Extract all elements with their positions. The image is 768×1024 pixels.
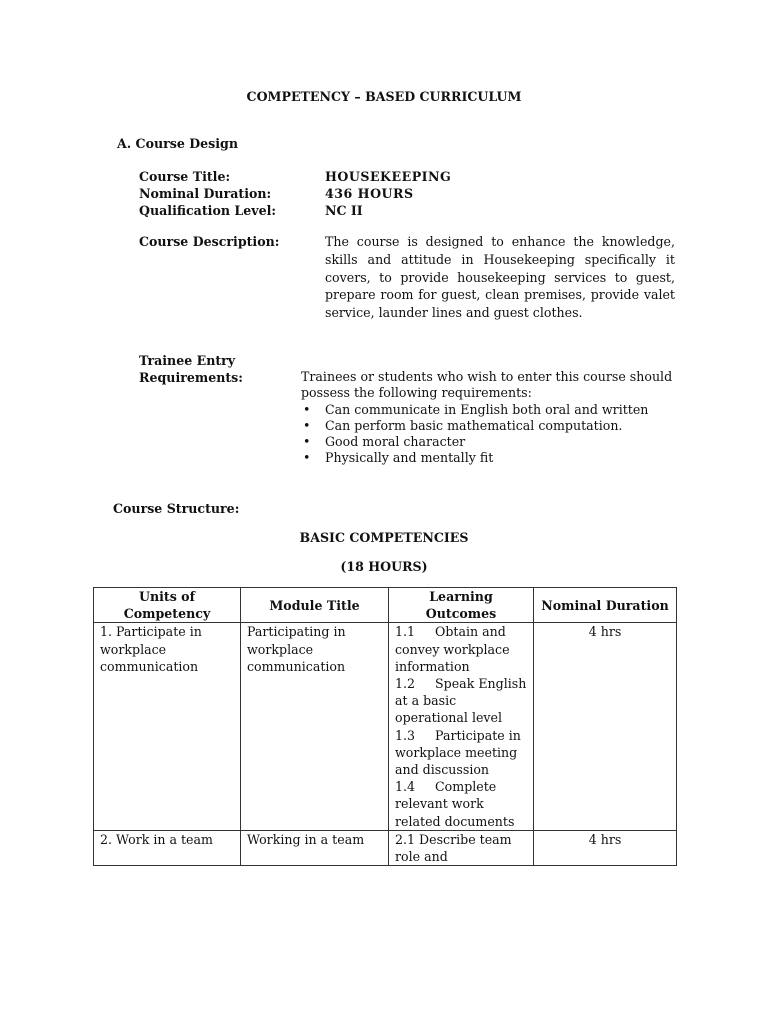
requirements-label: Requirements: [139,370,243,385]
outcomes-cell [389,623,534,830]
requirements-block [301,369,675,467]
list-item: • Can perform basic mathematical computation. [301,418,675,434]
course-structure-label: Course Structure: [113,501,240,516]
list-item: • Can communicate in English both oral and written [301,402,675,418]
unit-cell: 1. Participate in workplace communication [94,623,241,830]
nominal-duration-value: 436 HOURS [325,186,414,201]
header-module: Module Title [241,588,389,623]
header-units: Units of Competency [94,588,241,623]
header-outcomes: Learning Outcomes [389,588,534,623]
module-cell: Working in a team [241,830,389,865]
outcome: 1.1 Obtain and convey workplace information [395,624,510,674]
outcomes-cell [389,830,534,865]
unit-cell: 2. Work in a team [94,830,241,865]
table-header-row [94,588,677,623]
requirements-list [301,402,675,467]
basic-competencies-heading: BASIC COMPETENCIES [299,530,469,545]
nominal-duration-label: Nominal Duration: [139,186,272,201]
course-description-label: Course Description: [139,234,280,249]
course-title-value: HOUSEKEEPING [325,169,452,184]
outcome: 1.2 Speak English at a basic operational level [395,676,527,726]
qualification-level-label: Qualification Level: [139,203,277,218]
duration-cell: 4 hrs [534,623,677,830]
module-cell: Participating in workplace communication [241,623,389,830]
list-item: • Good moral character [301,434,675,450]
trainee-entry-label: Trainee Entry [139,353,236,368]
qualification-level-value: NC II [325,203,363,218]
duration-cell: 4 hrs [534,830,677,865]
basic-competencies-hours: (18 HOURS) [340,559,428,574]
outcome: 1.4 Complete relevant work related documents [395,779,515,829]
requirements-intro: Trainees or students who wish to enter this course should possess the following requirements: [301,369,673,401]
list-item: • Physically and mentally fit [301,450,675,466]
document-title: COMPETENCY – BASED CURRICULUM [246,89,522,104]
outcome: 2.1 Describe team role and [395,831,512,865]
course-description-text: The course is designed to enhance the knowledge, skills and attitude in Housekeeping specifically it covers, to provide housekeeping services to guest, prepare room for guest, clean premises, provide valet service, launder lines and guest clothes. [325,234,675,321]
table-row [94,830,677,865]
outcome: 1.3 Participate in workplace meeting and discussion [395,727,521,778]
competency-table [93,587,677,866]
header-duration: Nominal Duration [534,588,677,623]
section-heading: A. Course Design [117,136,239,151]
course-title-label: Course Title: [139,169,231,184]
table-row [94,623,677,830]
